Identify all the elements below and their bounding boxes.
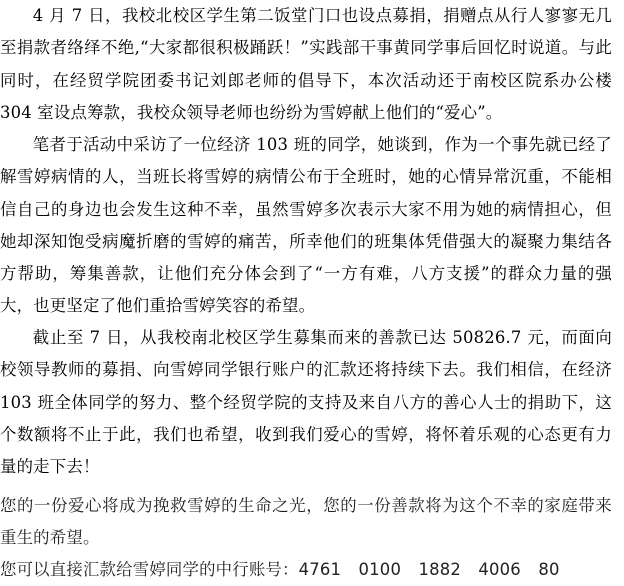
paragraph-donation-total: 截止至 7 日，从我校南北校区学生募集而来的善款已达 50826.7 元，而面向校领导教师的募捐、向雪婷同学银行账户的汇款还将持续下去。我们相信，在经济 103 班全体同学的努力、整个经贸学院的支持及来自八方的善心人士的捐助下，这个数额将不止于此，我们也希望，收到我们爱心的雪婷，将怀着乐观的心态更有力量的走下去！ — [0, 328, 612, 477]
appeal-message: 您的一份爱心将成为挽救雪婷的生命之光，您的一份善款将为这个不幸的家庭带来重生的希望。 — [0, 496, 612, 547]
paragraph-fundraising-points: 4 月 7 日，我校北校区学生第二饭堂门口也设点募捐，捐赠点从行人寥寥无几至捐款者络绎不绝,“大家都很积极踊跃！”实践部干事黄同学事后回忆时说道。与此同时，在经贸学院团委书记刘郎老师的倡导下，本次活动还于南校区院系办公楼 304 室设点筹款，我校众领导老师也纷纷为雪婷献上他们的“爱心”。 — [0, 6, 612, 122]
paragraph-classmate-interview: 笔者于活动中采访了一位经济 103 班的同学，她谈到，作为一个事先就已经了解雪婷病情的人，当班长将雪婷的病情公布于全班时，她的心情异常沉重，不能相信自己的身边也会发生这种不幸，虽然雪婷多次表示大家不用为她的病情担心，但她却深知饱受病魔折磨的雪婷的痛苦，所幸他们的班集体凭借强大的凝聚力集结各方帮助，筹集善款，让他们充分体会到了“一方有难，八方支援”的群众力量的强大，也更坚定了他们重拾雪婷笑容的希望。 — [0, 135, 612, 316]
bank-account-line: 您可以直接汇款给雪婷同学的中行账号：4761 0100 1882 4006 80 — [0, 560, 560, 579]
